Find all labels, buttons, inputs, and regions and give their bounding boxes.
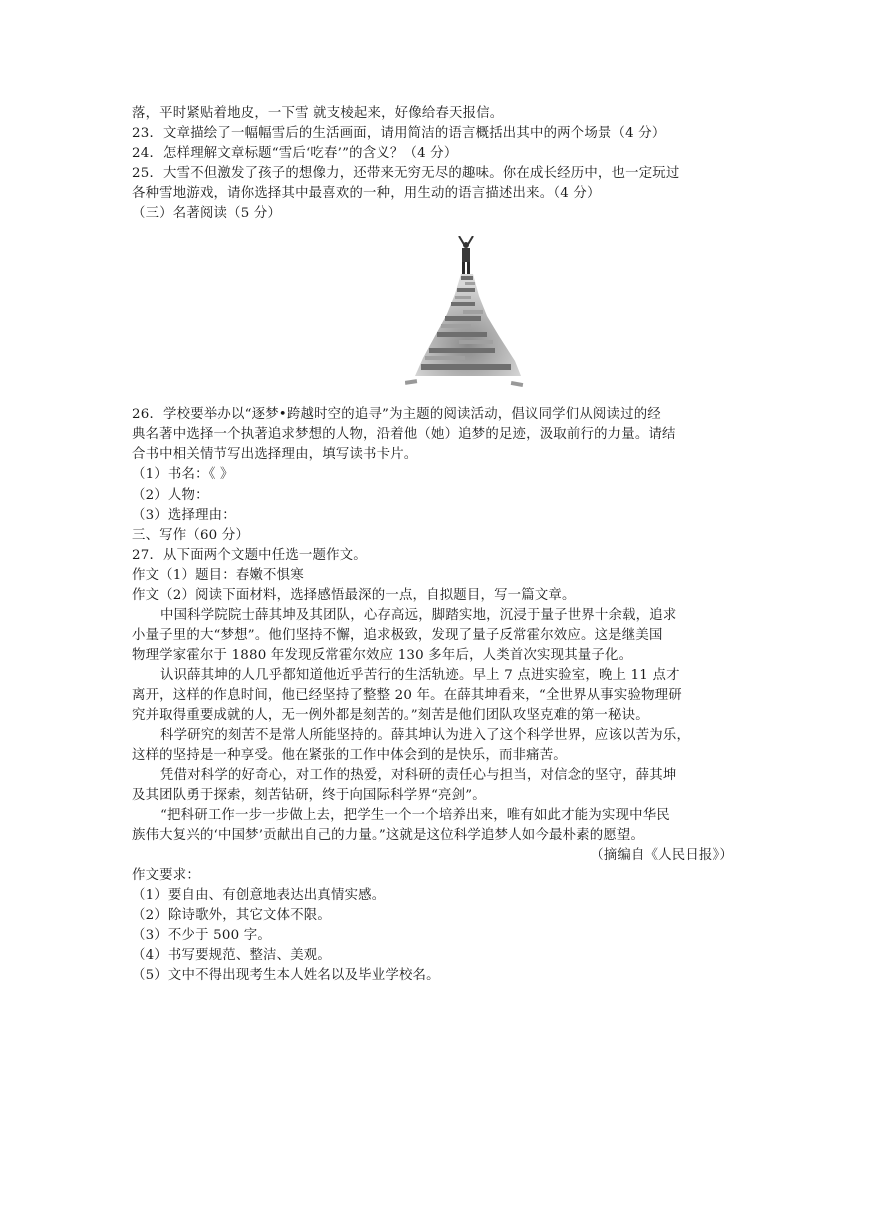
essay-option-2: 作文（2）阅读下面材料，选择感悟最深的一点，自拟题目，写一篇文章。 [132,588,576,603]
source-citation: （摘编自《人民日报》） [590,848,733,863]
requirement-item: （3）不少于 500 字。 [132,928,271,943]
text-line: 落，平时紧贴着地皮，一下雪 就支棱起来，好像给春天报信。 [132,106,504,121]
question-26-cont: 合书中相关情节写出选择理由，填写读书卡片。 [132,447,418,462]
question-26: 26．学校要举办以“逐梦•跨越时空的追寻”为主题的阅读活动，倡议同学们从阅读过的经 [132,407,661,422]
requirements-title: 作文要求： [132,868,200,883]
requirement-item: （2）除诗歌外，其它文体不限。 [132,908,331,923]
material-paragraph: 小量子里的大“梦想”。他们坚持不懈，追求极致，发现了量子反常霍尔效应。这是继美国 [132,628,663,643]
material-paragraph: 中国科学院院士薛其坤及其团队，心存高远，脚踏实地，沉浸于量子世界十余载，追求 [160,608,677,623]
material-paragraph: 究并取得重要成就的人，无一例外都是刻苦的。”刻苦是他们团队攻坚克难的第一秘诀。 [132,708,649,723]
material-paragraph: 认识薛其坤的人几乎都知道他近乎苦行的生活轨迹。早上 7 点进实验室，晚上 11 点才 [160,668,680,683]
question-23: 23．文章描绘了一幅幅雪后的生活画面，请用简洁的语言概括出其中的两个场景（4 分） [132,126,666,141]
material-paragraph: 这样的坚持是一种享受。他在紧张的工作中体会到的是快乐，而非痛苦。 [132,748,567,763]
section-heading: （三）名著阅读（5 分） [132,206,282,221]
section-writing: 三、写作（60 分） [132,528,250,543]
material-paragraph: 及其团队勇于探索，刻苦钻研，终于向国际科学界“亮剑”。 [132,788,486,803]
question-25: 25．大雪不但激发了孩子的想像力，还带来无穷无尽的趣味。你在成长经历中，也一定玩过 [132,166,680,181]
material-paragraph: 离开，这样的作息时间，他已经坚持了整整 20 年。在薛其坤看来，“全世界从事实验物理研 [132,688,682,703]
requirement-item: （1）要自由、有创意地表达出真情实感。 [132,888,386,903]
question-24: 24．怎样理解文章标题“雪后‘吃春’”的含义？（4 分） [132,146,458,161]
card-character: （2）人物： [132,488,209,503]
material-paragraph: 族伟大复兴的‘中国梦’贡献出自己的力量。”这就是这位科学追梦人如今最朴素的愿望。 [132,828,645,843]
material-paragraph: 物理学家霍尔于 1880 年发现反常霍尔效应 130 多年后，人类首次实现其量子化。 [132,648,633,663]
question-26-cont: 典名著中选择一个执著追求梦想的人物，沿着他（她）追梦的足迹，汲取前行的力量。请结 [132,427,676,442]
material-paragraph: 凭借对科学的好奇心，对工作的热爱，对科研的责任心与担当，对信念的坚守，薛其坤 [160,768,677,783]
book-pile-illustration [405,236,525,396]
material-paragraph: “把科研工作一步一步做上去，把学生一个一个培养出来，唯有如此才能为实现中华民 [160,808,670,823]
material-paragraph: 科学研究的刻苦不是常人所能坚持的。薛其坤认为进入了这个科学世界，应该以苦为乐， [160,728,691,743]
card-book-title: （1）书名：《 》 [132,467,234,482]
card-reason: （3）选择理由： [132,508,236,523]
question-25-cont: 各种雪地游戏，请你选择其中最喜欢的一种，用生动的语言描述出来。（4 分） [132,186,601,201]
requirement-item: （4）书写要规范、整洁、美观。 [132,948,331,963]
essay-option-1: 作文（1）题目：春嫩不惧寒 [132,568,304,583]
question-27: 27．从下面两个文题中任选一题作文。 [132,548,367,563]
requirement-item: （5）文中不得出现考生本人姓名以及毕业学校名。 [132,968,440,983]
